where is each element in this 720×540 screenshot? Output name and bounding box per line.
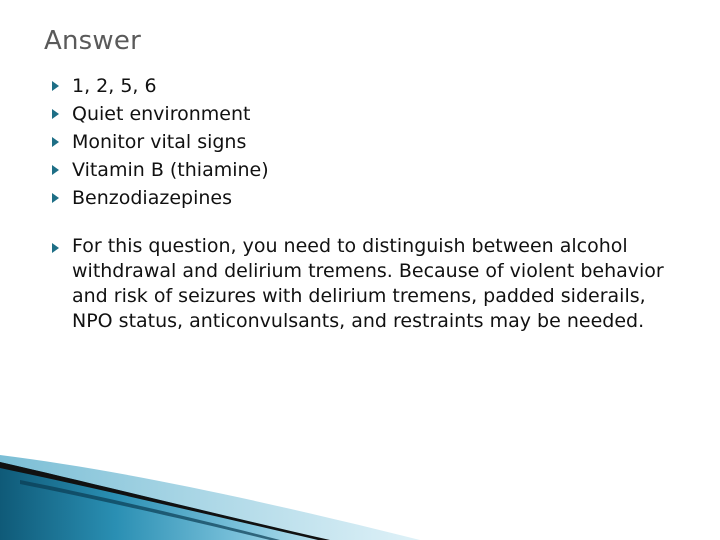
bullet-text: 1, 2, 5, 6	[72, 75, 157, 97]
explanation-text: For this question, you need to distinguish between alcohol withdrawal and delirium tremens. Because of violent behavior and risk of seizures with delirium tremens, padded siderails, NPO status, anticonvulsants, and restraints may be needed.	[72, 235, 664, 332]
slide-title: Answer	[44, 26, 141, 56]
bullet-text: Benzodiazepines	[72, 187, 232, 209]
bullet-text: Quiet environment	[72, 103, 251, 125]
bullet-text: Vitamin B (thiamine)	[72, 159, 269, 181]
bullet-text: Monitor vital signs	[72, 131, 247, 153]
